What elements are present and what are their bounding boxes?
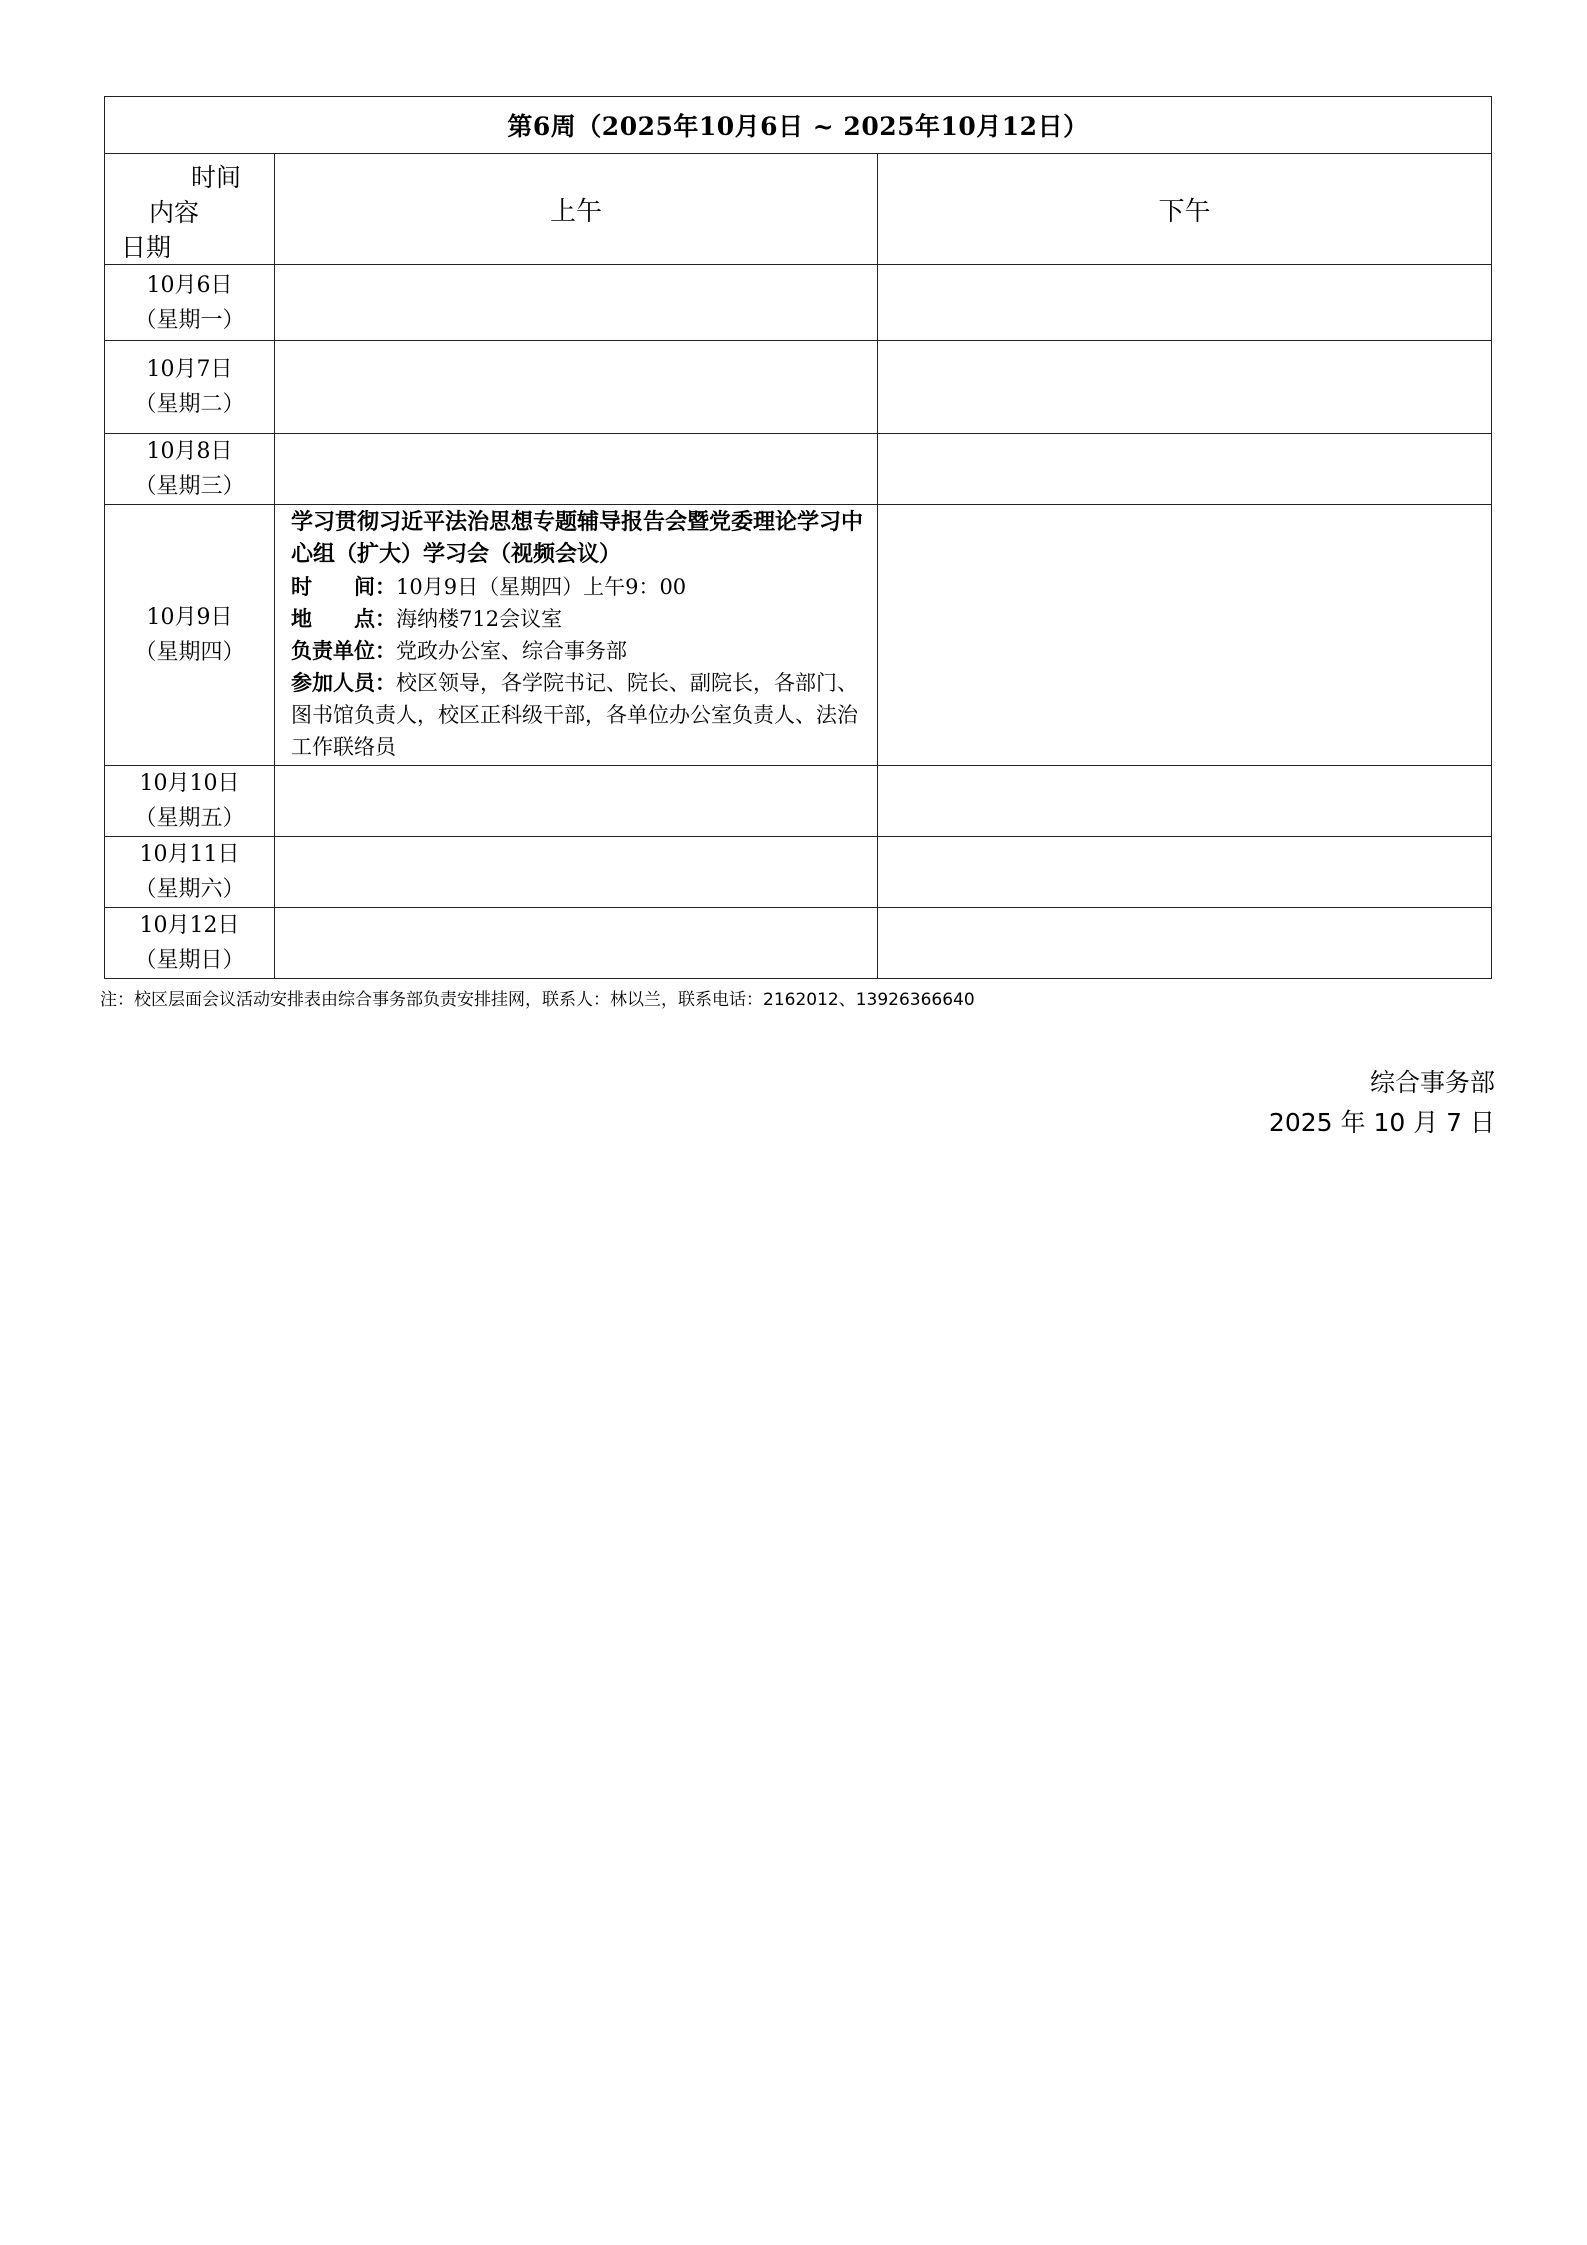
day-row-wed [105,434,1492,505]
event-attendees-line [291,667,867,763]
weekday-label: （星期三） [134,474,245,499]
afternoon-cell [878,837,1492,908]
event-org-value: 党政办公室、综合事务部 [396,639,627,663]
afternoon-cell [878,265,1492,341]
morning-cell [275,434,878,505]
event-place-line [291,603,867,635]
signature-block [1269,1063,1495,1143]
afternoon-cell [878,505,1492,766]
date-label: 10月6日 [146,272,233,298]
signature-date: 2025 年 10 月 7 日 [1268,1108,1495,1137]
event-place-label: 地 点： [291,607,396,631]
weekday-label: （星期一） [134,307,245,333]
weekday-label: （星期二） [134,392,245,417]
day-row-sat [105,837,1492,908]
morning-header: 上午 [275,154,878,265]
event-org-line [291,635,867,667]
day-row-mon [105,265,1492,341]
day-row-tue [105,341,1492,434]
date-label: 10月12日 [139,913,240,938]
date-cell [105,505,275,766]
date-cell [105,837,275,908]
schedule-title: 第6周（2025年10月6日 ~ 2025年10月12日） [105,97,1492,154]
event-title: 学习贯彻习近平法治思想专题辅导报告会暨党委理论学习中心组（扩大）学习会（视频会议） [291,510,864,567]
day-row-sun [105,908,1492,979]
title-row [105,97,1492,154]
signature-department: 综合事务部 [1369,1068,1495,1097]
date-label: 10月8日 [146,439,233,464]
morning-cell [275,265,878,341]
date-label: 10月9日 [146,605,233,630]
morning-cell [275,837,878,908]
date-cell [105,265,275,341]
corner-header-cell [105,154,275,265]
weekday-label: （星期四） [134,640,245,665]
corner-time-label: 时间 [191,163,242,192]
date-label: 10月10日 [139,771,240,796]
weekday-label: （星期五） [134,806,245,831]
afternoon-cell [878,908,1492,979]
afternoon-cell [878,434,1492,505]
date-cell [105,434,275,505]
date-label: 10月7日 [146,357,233,382]
event-time-value: 10月9日（星期四）上午9：00 [396,575,687,599]
footnote: 注：校区层面会议活动安排表由综合事务部负责安排挂网，联系人：林以兰，联系电话：2162012、13926366640 [100,990,975,1010]
weekday-label: （星期日） [134,948,245,973]
afternoon-cell [878,766,1492,837]
date-cell [105,908,275,979]
day-row-fri [105,766,1492,837]
date-label: 10月11日 [139,842,240,867]
header-row [105,154,1492,265]
event-attendees-value: 校区领导，各学院书记、院长、副院长，各部门、图书馆负责人，校区正科级干部，各单位办公室负责人、法治工作联络员 [291,671,858,759]
morning-cell [275,908,878,979]
afternoon-header: 下午 [878,154,1492,265]
corner-date-label: 日期 [121,233,172,262]
date-cell [105,341,275,434]
weekday-label: （星期六） [134,877,245,902]
morning-cell [275,341,878,434]
event-place-value: 海纳楼712会议室 [396,607,563,631]
morning-cell [275,766,878,837]
day-row-thu [105,505,1492,766]
afternoon-cell [878,341,1492,434]
corner-content-label: 内容 [149,198,200,227]
weekly-schedule-table [104,96,1492,979]
morning-event-cell [275,505,878,766]
event-org-label: 负责单位： [291,639,396,663]
event-time-label: 时 间： [291,575,396,599]
event-attendees-label: 参加人员： [291,671,396,695]
date-cell [105,766,275,837]
event-time-line [291,571,867,603]
